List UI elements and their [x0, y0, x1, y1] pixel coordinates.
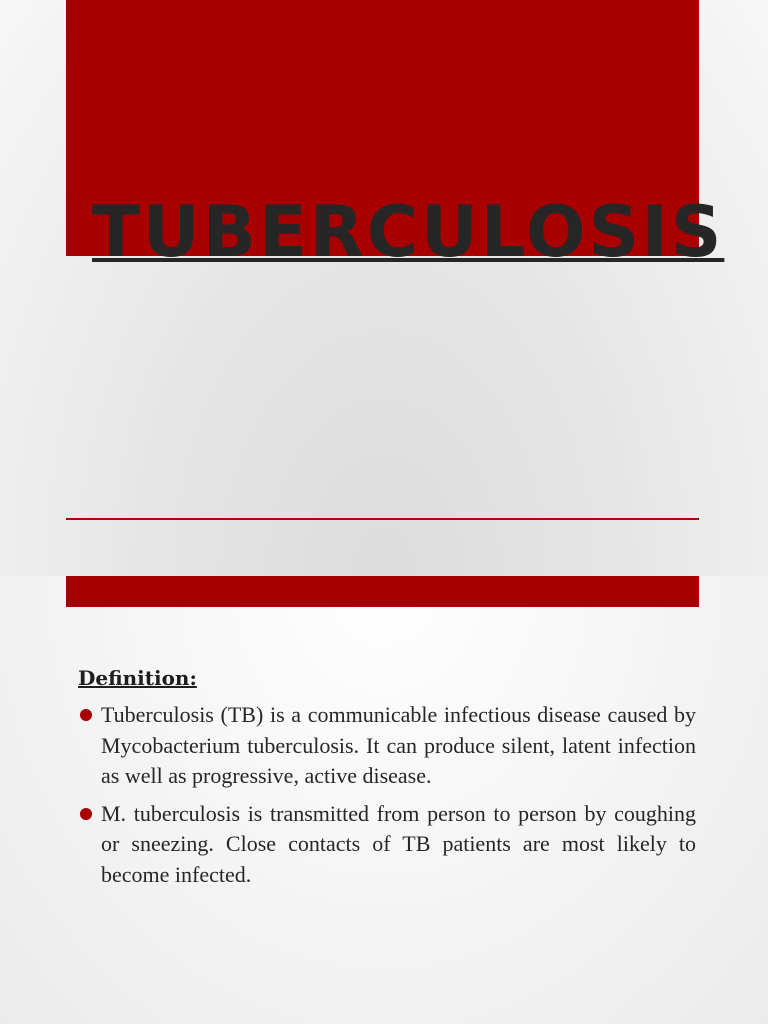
divider-line [66, 518, 699, 520]
slide-title: TUBERCULOSIS [92, 191, 725, 273]
definition-bullet-list [76, 700, 696, 897]
definition-red-banner [66, 576, 699, 607]
definition-slide [0, 576, 768, 1024]
bullet-item [76, 700, 696, 792]
bullet-dot-icon [80, 808, 92, 820]
bullet-item [76, 799, 696, 891]
bullet-text: M. tuberculosis is transmitted from person to person by coughing or sneezing. Close contacts of TB patients are most likely to become infected. [101, 800, 696, 887]
definition-heading: Definition: [78, 666, 197, 690]
bullet-dot-icon [80, 709, 92, 721]
bullet-text: Tuberculosis (TB) is a communicable infectious disease caused by Mycobacterium tuberculosis. It can produce silent, latent infection as well as progressive, active disease. [101, 702, 696, 788]
